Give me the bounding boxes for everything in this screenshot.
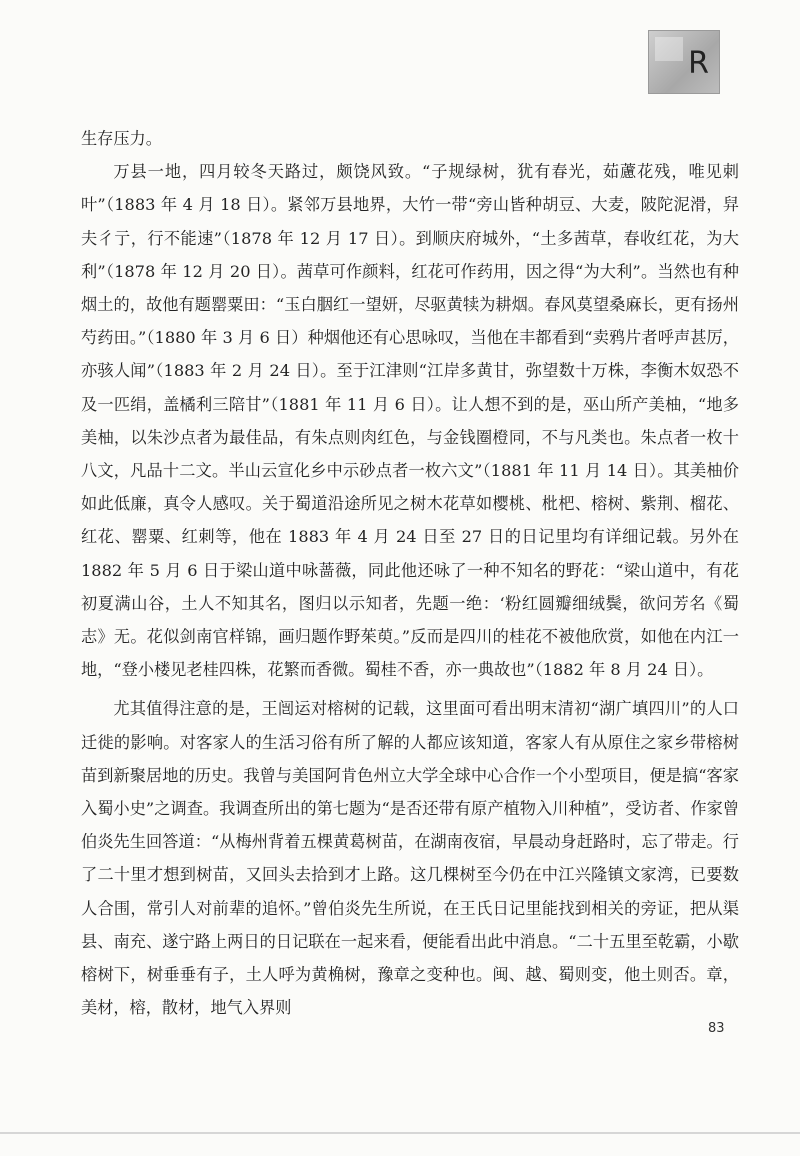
badge-shade <box>655 37 683 61</box>
bottom-edge-rule <box>0 1132 800 1134</box>
section-letter: R <box>688 46 709 81</box>
paragraph-banyan: 尤其值得注意的是，王闿运对榕树的记载，这里面可看出明末清初“湖广填四川”的人口迁徙的影响。对客家人的生活习俗有所了解的人都应该知道，客家人有从原住之家乡带榕树苗到新聚居地的历史。我曾与美国阿肯色州立大学全球中心合作一个小型项目，便是搞“客家入蜀小史”之调查。我调查所出的第七题为“是否还带有原产植物入川种植”，受访者、作家曾伯炎先生回答道：“从梅州背着五棵黄葛树苗，在湖南夜宿，早晨动身赶路时，忘了带走。行了二十里才想到树苗，又回头去拾到才上路。这几棵树至今仍在中江兴隆镇文家湾，已要数人合围，常引人对前辈的追怀。”曾伯炎先生所说，在王氏日记里能找到相关的旁证，把从渠县、南充、遂宁路上两日的日记联在一起来看，便能看出此中消息。“二十五里至乾霸，小歇榕树下，树垂垂有子，土人呼为黄桷树，豫章之变种也。闽、越、蜀则变，他土则否。章，美材，榕，散材，地气入界则 <box>81 699 739 1018</box>
section-tab-badge <box>648 30 720 94</box>
page-number: 83 <box>708 1021 725 1036</box>
paragraph-wanxian: 万县一地，四月较冬天路过，颇饶风致。“子规绿树，犹有春光，茹藘花残，唯见刺叶”（1883 年 4 月 18 日）。紧邻万县地界，大竹一带“旁山皆种胡豆、大麦，陂陀泥滑，舁夫彳亍，行不能速”（1878 年 12 月 17 日）。到顺庆府城外，“土多茜草，春收红花，为大利”（1878 年 12 月 20 日）。茜草可作颜料，红花可作药用，因之得“为大利”。当然也有种烟土的，故他有题罂粟田：“玉白胭红一望妍，尽驱黄犊为耕烟。春风莫望桑麻长，更有扬州芍药田。”（1880 年 3 月 6 日）种烟他还有心思咏叹，当他在丰都看到“卖鸦片者呼声甚厉，亦骇人闻”（1883 年 2 月 24 日）。至于江津则“江岸多黄甘，弥望数十万株，李衡木奴恐不及一匹绢，盖橘利三陪甘”（1881 年 11 月 6 日）。让人想不到的是，巫山所产美柚，“地多美柚，以朱沙点者为最佳品，有朱点则肉红色，与金钱圈橙同，不与凡类也。朱点者一枚十八文，凡品十二文。半山云宣化乡中示砂点者一枚六文”（1881 年 11 月 14 日）。其美柚价如此低廉，真令人感叹。关于蜀道沿途所见之树木花草如樱桃、枇杷、榕树、紫荆、榴花、红花、罂粟、红刺等，他在 1883 年 4 月 24 日至 27 日的日记里均有详细记载。另外在 1882 年 5 月 6 日于梁山道中咏蔷薇，同此他还咏了一种不知名的野花：“梁山道中，有花初夏满山谷，土人不知其名，图归以示知者，先题一绝：‘粉红圆瓣细绒鬓，欲问芳名《蜀志》无。花似剑南官样锦，画归题作野茱萸。”反而是四川的桂花不被他欣赏，如他在内江一地，“登小楼见老桂四株，花繁而香微。蜀桂不香，亦一典故也”（1882 年 8 月 24 日）。 <box>81 162 739 680</box>
paragraph-continuation: 生存压力。 <box>81 129 162 148</box>
body-text <box>81 122 739 1024</box>
